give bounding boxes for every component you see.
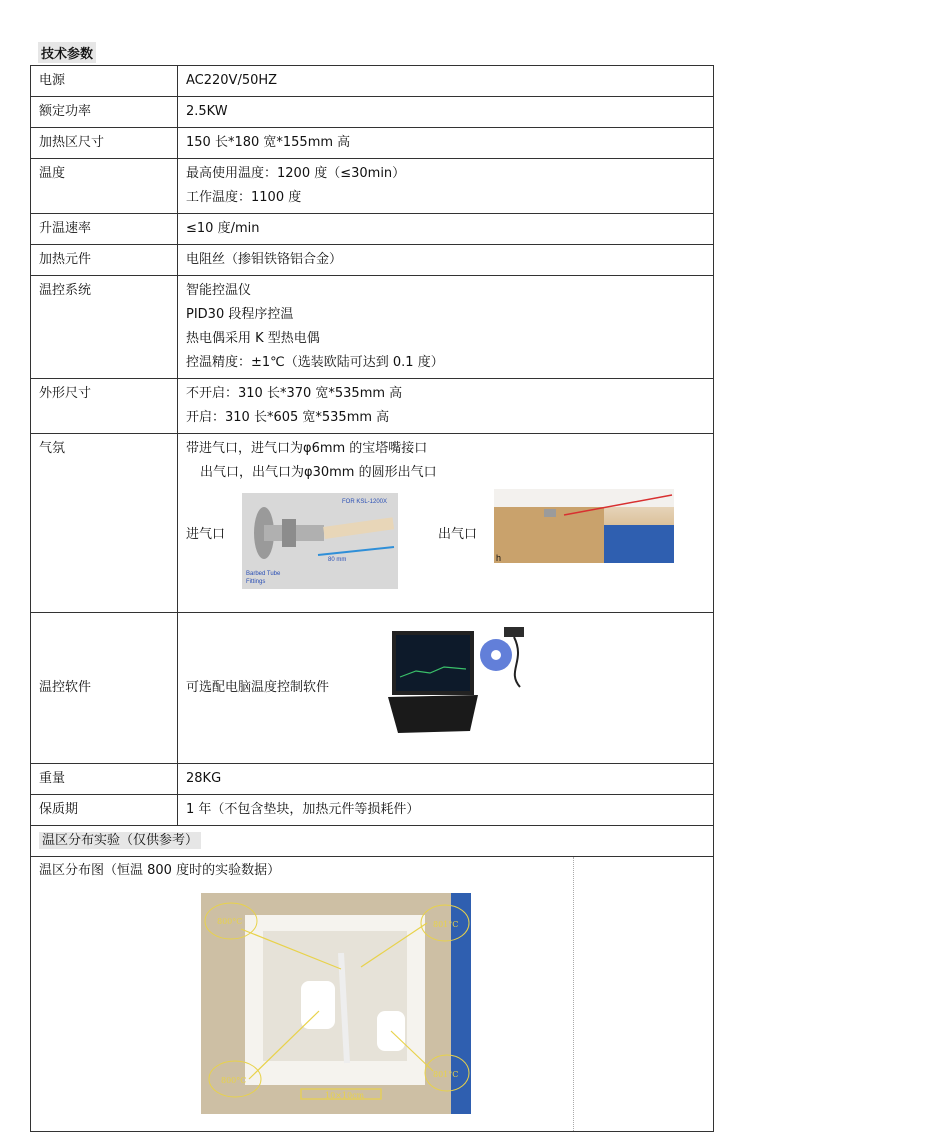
row-value-line: 出气口，出气口为φ30mm 的圆形出气口: [200, 465, 437, 480]
row-value-line: 最高使用温度：1200 度（≤30min）: [186, 166, 406, 181]
row-value: [178, 613, 714, 764]
zone-size-label: 10×10cm: [325, 1091, 365, 1100]
inlet-photo-caption-1: Barbed Tube: [246, 571, 281, 577]
row-label: 额定功率: [31, 97, 178, 128]
row-value: 150 长*180 宽*155mm 高: [178, 128, 714, 159]
outlet-port-image: [494, 489, 674, 563]
table-row: [31, 434, 714, 613]
spec-table: [30, 65, 714, 1132]
furnace-drawing: [201, 893, 471, 1114]
table-row: [31, 857, 714, 1132]
row-value: [178, 434, 714, 613]
inlet-photo-length: 80 mm: [328, 557, 347, 563]
row-value: 电阻丝（掺钼铁铬铝合金）: [178, 245, 714, 276]
table-row: [31, 245, 714, 276]
software-laptop-image: [386, 621, 536, 739]
row-value: ≤10 度/min: [178, 214, 714, 245]
row-value-line: 工作温度：1100 度: [186, 190, 302, 205]
inlet-photo-caption-2: Fittings: [246, 579, 266, 585]
distribution-cell: [31, 857, 714, 1132]
distribution-caption: 温区分布图（恒温 800 度时的实验数据）: [39, 863, 281, 878]
table-row: [31, 159, 714, 214]
row-label: 升温速率: [31, 214, 178, 245]
row-value-line: 不开启：310 长*370 宽*535mm 高: [186, 386, 403, 401]
laptop-drawing: [386, 621, 536, 739]
inlet-fitting-image: [242, 493, 398, 589]
row-label: 外形尺寸: [31, 379, 178, 434]
table-row: [31, 826, 714, 857]
section-title: 技术参数: [38, 42, 96, 63]
reading-bottom-left: 800°C: [221, 1076, 247, 1085]
distribution-heading: 温区分布实验（仅供参考）: [39, 832, 201, 849]
row-value: 1 年（不包含垫块，加热元件等损耗件）: [178, 795, 714, 826]
reading-top-left: 800°C: [217, 917, 243, 926]
cell-divider: [573, 857, 574, 1131]
row-value: AC220V/50HZ: [178, 66, 714, 97]
row-label: 气氛: [31, 434, 178, 613]
table-row: [31, 66, 714, 97]
table-row: [31, 379, 714, 434]
table-row: [31, 97, 714, 128]
reading-top-right: 801°C: [433, 920, 459, 929]
row-value: 2.5KW: [178, 97, 714, 128]
row-value-line: PID30 段程序控温: [186, 307, 294, 322]
row-value: [178, 159, 714, 214]
distribution-heading-cell: [31, 826, 714, 857]
row-value-line: 智能控温仪: [186, 283, 252, 298]
row-label: 温度: [31, 159, 178, 214]
row-label: 保质期: [31, 795, 178, 826]
table-row: [31, 764, 714, 795]
row-label: 温控系统: [31, 276, 178, 379]
row-label: 加热元件: [31, 245, 178, 276]
table-row: [31, 795, 714, 826]
outlet-label: 出气口: [438, 527, 478, 542]
table-row: [31, 276, 714, 379]
inlet-photo-model: FOR KSL-1200X: [342, 499, 388, 505]
row-value: [178, 379, 714, 434]
table-row: [31, 128, 714, 159]
row-value-line: 带进气口，进气口为φ6mm 的宝塔嘴接口: [186, 441, 428, 456]
gas-port-photos: [186, 489, 705, 609]
inlet-label: 进气口: [186, 527, 226, 542]
row-label: 重量: [31, 764, 178, 795]
row-value: [178, 276, 714, 379]
row-value-line: 控温精度：±1℃（选装欧陆可达到 0.1 度）: [186, 355, 444, 370]
row-label: 温控软件: [31, 613, 178, 764]
table-row: [31, 613, 714, 764]
row-value: 28KG: [178, 764, 714, 795]
software-text: 可选配电脑温度控制软件: [186, 680, 330, 695]
furnace-distribution-image: [201, 893, 471, 1114]
outlet-port-drawing: [494, 489, 674, 563]
row-value-line: 热电偶采用 K 型热电偶: [186, 331, 320, 346]
row-value-line: 开启：310 长*605 宽*535mm 高: [186, 410, 390, 425]
inlet-fitting-drawing: [242, 493, 398, 589]
row-label: 加热区尺寸: [31, 128, 178, 159]
outlet-photo-text: h: [496, 553, 502, 563]
reading-bottom-right: 801°C: [433, 1070, 459, 1079]
row-label: 电源: [31, 66, 178, 97]
table-row: [31, 214, 714, 245]
